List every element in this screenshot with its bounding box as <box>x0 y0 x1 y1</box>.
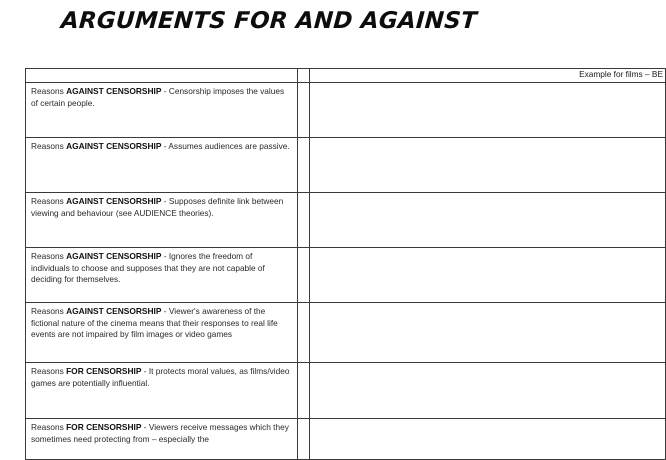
reason-topic: AGAINST CENSORSHIP <box>66 196 162 206</box>
example-answer-cell[interactable] <box>310 138 666 193</box>
gap-cell <box>298 419 310 460</box>
reason-prefix: Reasons <box>31 251 67 261</box>
example-answer-cell[interactable] <box>310 248 666 303</box>
reason-prefix: Reasons <box>31 306 67 316</box>
table-row <box>26 419 666 460</box>
arguments-table <box>25 68 666 460</box>
reason-cell <box>26 193 298 248</box>
example-answer-cell[interactable] <box>310 303 666 363</box>
table-row <box>26 138 666 193</box>
reason-text <box>26 83 297 109</box>
page-title: ARGUMENTS FOR AND AGAINST <box>60 8 478 34</box>
reason-header-cell <box>26 69 298 83</box>
reason-prefix: Reasons <box>31 366 67 376</box>
reason-text <box>26 138 297 153</box>
reason-body: - Viewers receive messages which they sometimes need protecting from – especially the <box>31 422 289 444</box>
reason-cell <box>26 303 298 363</box>
reason-topic: FOR CENSORSHIP <box>66 422 142 432</box>
example-header-label: Example for films – BE <box>579 69 663 79</box>
table-row <box>26 303 666 363</box>
gap-cell <box>298 363 310 419</box>
example-answer-cell[interactable] <box>310 363 666 419</box>
reason-text <box>26 248 297 286</box>
example-answer-cell[interactable] <box>310 419 666 460</box>
reason-body: - Ignores the freedom of individuals to choose and supposes that they are not capable of deciding for themselves. <box>31 251 265 285</box>
reason-text <box>26 303 297 341</box>
reason-text <box>26 193 297 219</box>
table-header-row <box>26 69 666 83</box>
reason-cell <box>26 419 298 460</box>
gap-cell <box>298 83 310 138</box>
gap-cell <box>298 303 310 363</box>
reason-topic: AGAINST CENSORSHIP <box>66 306 162 316</box>
reason-topic: AGAINST CENSORSHIP <box>66 141 162 151</box>
example-answer-cell[interactable] <box>310 83 666 138</box>
example-answer-cell[interactable] <box>310 193 666 248</box>
reason-topic: AGAINST CENSORSHIP <box>66 251 162 261</box>
reason-body: - Censorship imposes the values of certain people. <box>31 86 285 108</box>
reason-text <box>26 363 297 389</box>
reason-prefix: Reasons <box>31 196 67 206</box>
reason-topic: FOR CENSORSHIP <box>66 366 142 376</box>
table-row <box>26 363 666 419</box>
arguments-table-container <box>25 68 663 458</box>
gap-cell <box>298 248 310 303</box>
reason-body: - Viewer's awareness of the fictional nature of the cinema means that their responses to real life events are not impaired by film images or video games <box>31 306 278 340</box>
reason-body: - Supposes definite link between viewing and behaviour (see AUDIENCE theories). <box>31 196 284 218</box>
reason-topic: AGAINST CENSORSHIP <box>66 86 162 96</box>
example-header-cell <box>310 69 666 83</box>
gap-cell <box>298 193 310 248</box>
reason-cell <box>26 83 298 138</box>
gap-cell <box>298 138 310 193</box>
reason-cell <box>26 363 298 419</box>
reason-body: - Assumes audiences are passive. <box>161 141 290 151</box>
reason-prefix: Reasons <box>31 86 67 96</box>
table-row <box>26 83 666 138</box>
reason-prefix: Reasons <box>31 422 67 432</box>
reason-text <box>26 419 297 445</box>
reason-body: - It protects moral values, as films/video games are potentially influential. <box>31 366 290 388</box>
table-row <box>26 193 666 248</box>
reason-cell <box>26 248 298 303</box>
gap-header-cell <box>298 69 310 83</box>
reason-cell <box>26 138 298 193</box>
reason-prefix: Reasons <box>31 141 67 151</box>
table-row <box>26 248 666 303</box>
